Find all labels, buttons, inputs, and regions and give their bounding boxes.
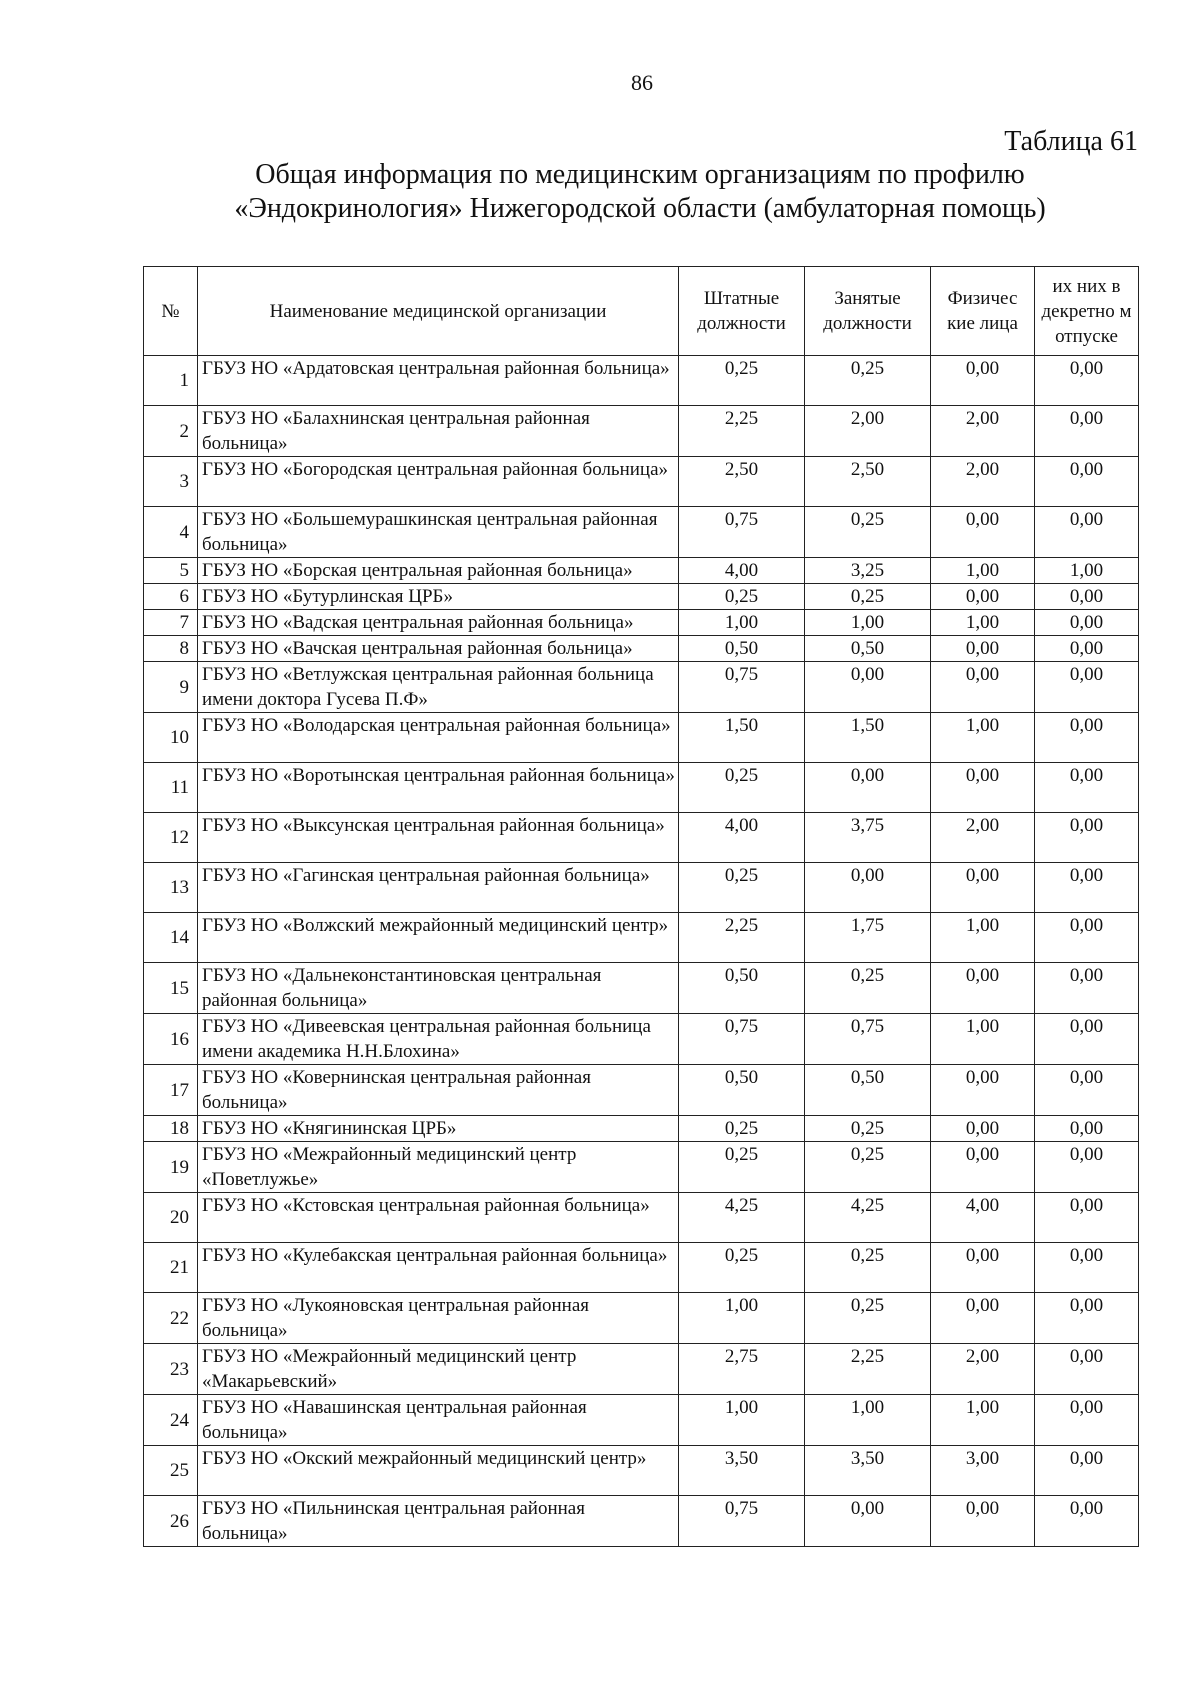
occupied-positions-value: 1,75 bbox=[805, 913, 931, 963]
physical-persons-value: 2,00 bbox=[931, 457, 1035, 507]
physical-persons-value: 0,00 bbox=[931, 356, 1035, 406]
table-row bbox=[144, 1193, 1139, 1243]
staff-positions-value: 0,75 bbox=[679, 507, 805, 558]
table-body bbox=[144, 356, 1139, 1547]
row-number: 7 bbox=[144, 610, 198, 636]
physical-persons-value: 0,00 bbox=[931, 763, 1035, 813]
table-row bbox=[144, 507, 1139, 558]
table-row bbox=[144, 1496, 1139, 1547]
organizations-table bbox=[143, 266, 1139, 1547]
staff-positions-value: 2,50 bbox=[679, 457, 805, 507]
table-row bbox=[144, 713, 1139, 763]
maternity-leave-value: 0,00 bbox=[1035, 507, 1139, 558]
occupied-positions-value: 2,25 bbox=[805, 1344, 931, 1395]
organization-name: ГБУЗ НО «Ардатовская центральная районная больница» bbox=[198, 356, 679, 406]
row-number: 16 bbox=[144, 1014, 198, 1065]
maternity-leave-value: 0,00 bbox=[1035, 1065, 1139, 1116]
occupied-positions-value: 4,25 bbox=[805, 1193, 931, 1243]
maternity-leave-value: 0,00 bbox=[1035, 1142, 1139, 1193]
occupied-positions-value: 0,25 bbox=[805, 1243, 931, 1293]
maternity-leave-value: 0,00 bbox=[1035, 1344, 1139, 1395]
maternity-leave-value: 0,00 bbox=[1035, 584, 1139, 610]
organization-name: ГБУЗ НО «Пильнинская центральная районная больница» bbox=[198, 1496, 679, 1547]
organization-name: ГБУЗ НО «Гагинская центральная районная больница» bbox=[198, 863, 679, 913]
physical-persons-value: 2,00 bbox=[931, 406, 1035, 457]
table-row bbox=[144, 1014, 1139, 1065]
maternity-leave-value: 0,00 bbox=[1035, 1395, 1139, 1446]
header-maternity-leave: их них в декретно м отпуске bbox=[1035, 267, 1139, 356]
row-number: 17 bbox=[144, 1065, 198, 1116]
physical-persons-value: 0,00 bbox=[931, 636, 1035, 662]
staff-positions-value: 2,25 bbox=[679, 406, 805, 457]
organization-name: ГБУЗ НО «Выксунская центральная районная больница» bbox=[198, 813, 679, 863]
row-number: 4 bbox=[144, 507, 198, 558]
staff-positions-value: 2,75 bbox=[679, 1344, 805, 1395]
physical-persons-value: 1,00 bbox=[931, 610, 1035, 636]
occupied-positions-value: 0,25 bbox=[805, 584, 931, 610]
physical-persons-value: 0,00 bbox=[931, 507, 1035, 558]
physical-persons-value: 2,00 bbox=[931, 813, 1035, 863]
table-row bbox=[144, 1395, 1139, 1446]
occupied-positions-value: 0,25 bbox=[805, 963, 931, 1014]
table-row bbox=[144, 457, 1139, 507]
occupied-positions-value: 0,50 bbox=[805, 636, 931, 662]
maternity-leave-value: 0,00 bbox=[1035, 662, 1139, 713]
physical-persons-value: 1,00 bbox=[931, 913, 1035, 963]
table-row bbox=[144, 662, 1139, 713]
row-number: 15 bbox=[144, 963, 198, 1014]
header-physical-persons: Физичес кие лица bbox=[931, 267, 1035, 356]
physical-persons-value: 0,00 bbox=[931, 1496, 1035, 1547]
staff-positions-value: 0,25 bbox=[679, 1243, 805, 1293]
staff-positions-value: 0,25 bbox=[679, 863, 805, 913]
staff-positions-value: 4,00 bbox=[679, 558, 805, 584]
staff-positions-value: 0,25 bbox=[679, 584, 805, 610]
physical-persons-value: 2,00 bbox=[931, 1344, 1035, 1395]
staff-positions-value: 0,25 bbox=[679, 1116, 805, 1142]
table-row bbox=[144, 1116, 1139, 1142]
staff-positions-value: 0,75 bbox=[679, 1496, 805, 1547]
occupied-positions-value: 1,00 bbox=[805, 610, 931, 636]
occupied-positions-value: 0,25 bbox=[805, 507, 931, 558]
physical-persons-value: 0,00 bbox=[931, 662, 1035, 713]
organization-name: ГБУЗ НО «Волжский межрайонный медицинский центр» bbox=[198, 913, 679, 963]
physical-persons-value: 1,00 bbox=[931, 713, 1035, 763]
maternity-leave-value: 0,00 bbox=[1035, 1193, 1139, 1243]
header-occupied-positions: Занятые должности bbox=[805, 267, 931, 356]
maternity-leave-value: 0,00 bbox=[1035, 913, 1139, 963]
maternity-leave-value: 0,00 bbox=[1035, 963, 1139, 1014]
occupied-positions-value: 3,25 bbox=[805, 558, 931, 584]
organization-name: ГБУЗ НО «Навашинская центральная районная больница» bbox=[198, 1395, 679, 1446]
staff-positions-value: 0,25 bbox=[679, 763, 805, 813]
occupied-positions-value: 3,75 bbox=[805, 813, 931, 863]
maternity-leave-value: 0,00 bbox=[1035, 1496, 1139, 1547]
row-number: 5 bbox=[144, 558, 198, 584]
organization-name: ГБУЗ НО «Борская центральная районная больница» bbox=[198, 558, 679, 584]
occupied-positions-value: 2,50 bbox=[805, 457, 931, 507]
table-header-row bbox=[144, 267, 1139, 356]
organization-name: ГБУЗ НО «Богородская центральная районная больница» bbox=[198, 457, 679, 507]
table-row bbox=[144, 763, 1139, 813]
table-row bbox=[144, 558, 1139, 584]
table-row bbox=[144, 1293, 1139, 1344]
table-row bbox=[144, 1142, 1139, 1193]
organization-name: ГБУЗ НО «Княгининская ЦРБ» bbox=[198, 1116, 679, 1142]
page-number: 86 bbox=[631, 70, 653, 95]
header-number: № bbox=[144, 267, 198, 356]
staff-positions-value: 4,00 bbox=[679, 813, 805, 863]
row-number: 6 bbox=[144, 584, 198, 610]
table-label: Таблица 61 bbox=[1004, 126, 1138, 157]
table-row bbox=[144, 636, 1139, 662]
table-row bbox=[144, 1243, 1139, 1293]
physical-persons-value: 3,00 bbox=[931, 1446, 1035, 1496]
table-row bbox=[144, 913, 1139, 963]
header-organization: Наименование медицинской организации bbox=[198, 267, 679, 356]
organization-name: ГБУЗ НО «Лукояновская центральная районная больница» bbox=[198, 1293, 679, 1344]
staff-positions-value: 0,50 bbox=[679, 636, 805, 662]
organization-name: ГБУЗ НО «Володарская центральная районная больница» bbox=[198, 713, 679, 763]
header-staff-positions: Штатные должности bbox=[679, 267, 805, 356]
organization-name: ГБУЗ НО «Дивеевская центральная районная больница имени академика Н.Н.Блохина» bbox=[198, 1014, 679, 1065]
organization-name: ГБУЗ НО «Кстовская центральная районная больница» bbox=[198, 1193, 679, 1243]
physical-persons-value: 0,00 bbox=[931, 1065, 1035, 1116]
organization-name: ГБУЗ НО «Ветлужская центральная районная больница имени доктора Гусева П.Ф» bbox=[198, 662, 679, 713]
staff-positions-value: 0,50 bbox=[679, 1065, 805, 1116]
row-number: 21 bbox=[144, 1243, 198, 1293]
occupied-positions-value: 2,00 bbox=[805, 406, 931, 457]
occupied-positions-value: 0,00 bbox=[805, 662, 931, 713]
occupied-positions-value: 0,00 bbox=[805, 763, 931, 813]
table-row bbox=[144, 584, 1139, 610]
organization-name: ГБУЗ НО «Вачская центральная районная больница» bbox=[198, 636, 679, 662]
occupied-positions-value: 1,50 bbox=[805, 713, 931, 763]
physical-persons-value: 0,00 bbox=[931, 1293, 1035, 1344]
row-number: 24 bbox=[144, 1395, 198, 1446]
staff-positions-value: 0,75 bbox=[679, 662, 805, 713]
row-number: 25 bbox=[144, 1446, 198, 1496]
organization-name: ГБУЗ НО «Межрайонный медицинский центр «Макарьевский» bbox=[198, 1344, 679, 1395]
table-row bbox=[144, 863, 1139, 913]
table-row bbox=[144, 406, 1139, 457]
maternity-leave-value: 0,00 bbox=[1035, 356, 1139, 406]
occupied-positions-value: 0,00 bbox=[805, 1496, 931, 1547]
maternity-leave-value: 0,00 bbox=[1035, 457, 1139, 507]
row-number: 19 bbox=[144, 1142, 198, 1193]
physical-persons-value: 0,00 bbox=[931, 1142, 1035, 1193]
maternity-leave-value: 0,00 bbox=[1035, 1116, 1139, 1142]
physical-persons-value: 4,00 bbox=[931, 1193, 1035, 1243]
staff-positions-value: 0,50 bbox=[679, 963, 805, 1014]
occupied-positions-value: 1,00 bbox=[805, 1395, 931, 1446]
physical-persons-value: 1,00 bbox=[931, 558, 1035, 584]
staff-positions-value: 1,50 bbox=[679, 713, 805, 763]
organization-name: ГБУЗ НО «Бутурлинская ЦРБ» bbox=[198, 584, 679, 610]
maternity-leave-value: 0,00 bbox=[1035, 610, 1139, 636]
staff-positions-value: 2,25 bbox=[679, 913, 805, 963]
maternity-leave-value: 1,00 bbox=[1035, 558, 1139, 584]
maternity-leave-value: 0,00 bbox=[1035, 763, 1139, 813]
row-number: 1 bbox=[144, 356, 198, 406]
maternity-leave-value: 0,00 bbox=[1035, 406, 1139, 457]
staff-positions-value: 1,00 bbox=[679, 1395, 805, 1446]
staff-positions-value: 4,25 bbox=[679, 1193, 805, 1243]
title-line: «Эндокринология» Нижегородской области (амбулаторная помощь) bbox=[234, 193, 1046, 224]
table-row bbox=[144, 356, 1139, 406]
table-row bbox=[144, 1065, 1139, 1116]
physical-persons-value: 0,00 bbox=[931, 1243, 1035, 1293]
physical-persons-value: 1,00 bbox=[931, 1395, 1035, 1446]
row-number: 12 bbox=[144, 813, 198, 863]
staff-positions-value: 1,00 bbox=[679, 610, 805, 636]
occupied-positions-value: 0,50 bbox=[805, 1065, 931, 1116]
organization-name: ГБУЗ НО «Межрайонный медицинский центр «Поветлужье» bbox=[198, 1142, 679, 1193]
table-row bbox=[144, 610, 1139, 636]
table-row bbox=[144, 963, 1139, 1014]
table-row bbox=[144, 1344, 1139, 1395]
row-number: 20 bbox=[144, 1193, 198, 1243]
occupied-positions-value: 0,25 bbox=[805, 1293, 931, 1344]
maternity-leave-value: 0,00 bbox=[1035, 1293, 1139, 1344]
physical-persons-value: 0,00 bbox=[931, 1116, 1035, 1142]
maternity-leave-value: 0,00 bbox=[1035, 713, 1139, 763]
occupied-positions-value: 0,25 bbox=[805, 1116, 931, 1142]
row-number: 11 bbox=[144, 763, 198, 813]
physical-persons-value: 0,00 bbox=[931, 963, 1035, 1014]
row-number: 8 bbox=[144, 636, 198, 662]
document-title bbox=[150, 158, 1130, 226]
physical-persons-value: 0,00 bbox=[931, 584, 1035, 610]
occupied-positions-value: 0,00 bbox=[805, 863, 931, 913]
organization-name: ГБУЗ НО «Ковернинская центральная районная больница» bbox=[198, 1065, 679, 1116]
row-number: 10 bbox=[144, 713, 198, 763]
organization-name: ГБУЗ НО «Дальнеконстантиновская центральная районная больница» bbox=[198, 963, 679, 1014]
row-number: 3 bbox=[144, 457, 198, 507]
physical-persons-value: 0,00 bbox=[931, 863, 1035, 913]
staff-positions-value: 1,00 bbox=[679, 1293, 805, 1344]
occupied-positions-value: 0,25 bbox=[805, 1142, 931, 1193]
row-number: 22 bbox=[144, 1293, 198, 1344]
organization-name: ГБУЗ НО «Окский межрайонный медицинский центр» bbox=[198, 1446, 679, 1496]
row-number: 26 bbox=[144, 1496, 198, 1547]
maternity-leave-value: 0,00 bbox=[1035, 1014, 1139, 1065]
occupied-positions-value: 0,75 bbox=[805, 1014, 931, 1065]
row-number: 13 bbox=[144, 863, 198, 913]
occupied-positions-value: 0,25 bbox=[805, 356, 931, 406]
physical-persons-value: 1,00 bbox=[931, 1014, 1035, 1065]
row-number: 14 bbox=[144, 913, 198, 963]
organization-name: ГБУЗ НО «Кулебакская центральная районная больница» bbox=[198, 1243, 679, 1293]
row-number: 2 bbox=[144, 406, 198, 457]
table-row bbox=[144, 1446, 1139, 1496]
organization-name: ГБУЗ НО «Большемурашкинская центральная районная больница» bbox=[198, 507, 679, 558]
organization-name: ГБУЗ НО «Балахнинская центральная районная больница» bbox=[198, 406, 679, 457]
maternity-leave-value: 0,00 bbox=[1035, 636, 1139, 662]
title-line: Общая информация по медицинским организациям по профилю bbox=[255, 159, 1025, 190]
maternity-leave-value: 0,00 bbox=[1035, 813, 1139, 863]
staff-positions-value: 3,50 bbox=[679, 1446, 805, 1496]
row-number: 9 bbox=[144, 662, 198, 713]
staff-positions-value: 0,75 bbox=[679, 1014, 805, 1065]
row-number: 18 bbox=[144, 1116, 198, 1142]
organization-name: ГБУЗ НО «Вадская центральная районная больница» bbox=[198, 610, 679, 636]
row-number: 23 bbox=[144, 1344, 198, 1395]
staff-positions-value: 0,25 bbox=[679, 1142, 805, 1193]
maternity-leave-value: 0,00 bbox=[1035, 863, 1139, 913]
maternity-leave-value: 0,00 bbox=[1035, 1446, 1139, 1496]
maternity-leave-value: 0,00 bbox=[1035, 1243, 1139, 1293]
occupied-positions-value: 3,50 bbox=[805, 1446, 931, 1496]
table-row bbox=[144, 813, 1139, 863]
staff-positions-value: 0,25 bbox=[679, 356, 805, 406]
organization-name: ГБУЗ НО «Воротынская центральная районная больница» bbox=[198, 763, 679, 813]
